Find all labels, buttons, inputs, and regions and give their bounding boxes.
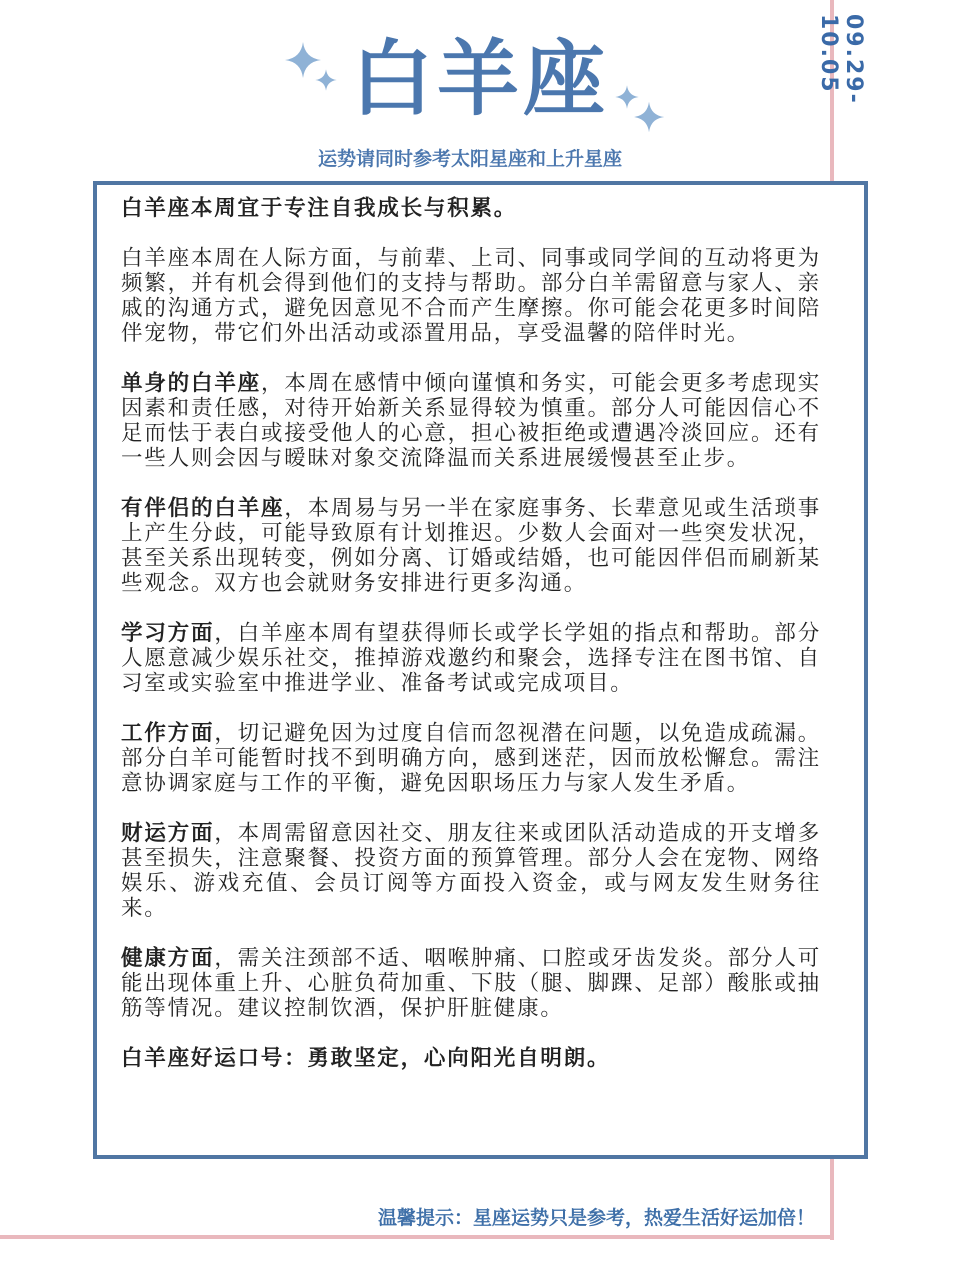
- section-text: ，本周需留意因社交、朋友往来或团队活动造成的开支增多甚至损失，注意聚餐、投资方面的预算管理。部分人会在宠物、网络娱乐、游戏充值、会员订阅等方面投入资金，或与网友发生财务往来。: [121, 821, 821, 921]
- section-study: [121, 621, 821, 696]
- sparkle-icon: [314, 68, 338, 92]
- headline: 白羊座本周宜于专注自我成长与积累。: [121, 196, 518, 221]
- section-text: ，白羊座本周有望获得师长或学长学姐的指点和帮助。部分人愿意减少娱乐社交，推掉游戏邀约和聚会，选择专注在图书馆、自习室或实验室中推进学业、准备考试或完成项目。: [121, 621, 821, 696]
- section-text: ，切记避免因为过度自信而忽视潜在问题，以免造成疏漏。部分白羊可能暂时找不到明确方向，感到迷茫，因而放松懈怠。需注意协调家庭与工作的平衡，避免因职场压力与家人发生矛盾。: [121, 721, 821, 796]
- horoscope-content: [121, 196, 821, 1096]
- section-text: ，需关注颈部不适、咽喉肿痛、口腔或牙齿发炎。部分人可能出现体重上升、心脏负荷加重、下肢（腿、脚踝、足部）酸胀或抽筋等情况。建议控制饮酒，保护肝脏健康。: [121, 946, 821, 1021]
- sparkle-icon: [632, 100, 666, 134]
- section-label: 单身的白羊座: [121, 371, 262, 396]
- section-label: 健康方面: [121, 946, 215, 971]
- date-range: 09.29-10.05: [816, 14, 866, 105]
- section-couple: [121, 496, 821, 596]
- section-label: 学习方面: [121, 621, 215, 646]
- section-finance: [121, 821, 821, 921]
- section-label: 财运方面: [121, 821, 215, 846]
- section-text: ，本周易与另一半在家庭事务、长辈意见或生活琐事上产生分歧，可能导致原有计划推迟。少数人会面对一些突发状况，甚至关系出现转变，例如分离、订婚或结婚，也可能因伴侣而刷新某些观念。双方也会就财务安排进行更多沟通。: [121, 496, 821, 596]
- footer-tip: 温馨提示：星座运势只是参考，热爱生活好运加倍！: [377, 1207, 815, 1229]
- section-work: [121, 721, 821, 796]
- section-label: 有伴侣的白羊座: [121, 496, 285, 521]
- lucky-slogan: 白羊座好运口号：勇敢坚定，心向阳光自明朗。: [121, 1046, 611, 1071]
- pink-horizontal-line: [0, 1235, 834, 1239]
- page-title: 白羊座: [350, 32, 609, 127]
- section-label: 工作方面: [121, 721, 215, 746]
- page-subtitle: 运势请同时参考太阳星座和上升星座: [317, 148, 622, 170]
- section-health: [121, 946, 821, 1021]
- section-text: ，本周在感情中倾向谨慎和务实，可能会更多考虑现实因素和责任感，对待开始新关系显得较为慎重。部分人可能因信心不足而怯于表白或接受他人的心意，担心被拒绝或遭遇冷淡回应。还有一些人则会因与暧昧对象交流降温而关系进展缓慢甚至止步。: [121, 371, 821, 471]
- intro-paragraph: 白羊座本周在人际方面，与前辈、上司、同事或同学间的互动将更为频繁，并有机会得到他们的支持与帮助。部分白羊需留意与家人、亲戚的沟通方式，避免因意见不合而产生摩擦。你可能会花更多时间陪伴宠物，带它们外出活动或添置用品，享受温馨的陪伴时光。: [121, 246, 821, 346]
- section-single: [121, 371, 821, 471]
